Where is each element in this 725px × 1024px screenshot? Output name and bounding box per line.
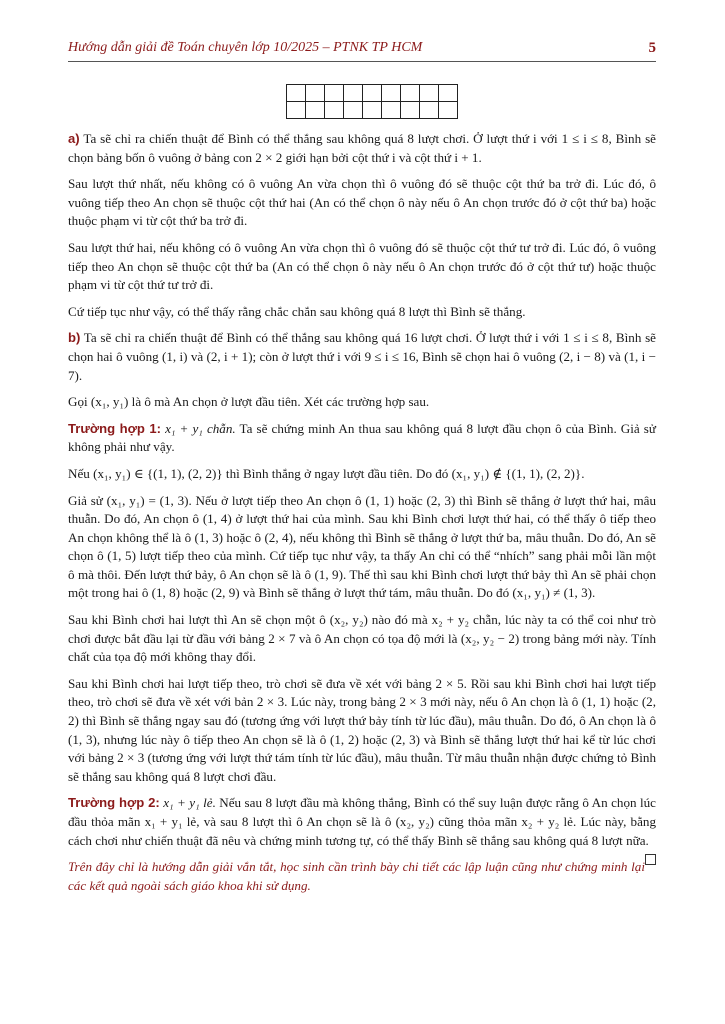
part-b-text: Ta sẽ chỉ ra chiến thuật để Bình có thể thắng sau không quá 16 lượt chơi. Ở lượt thứ i với 1 ≤ i ≤ 8, Bình sẽ chọn hai ô vuông (1, i) và (2, i + 1); còn ở lượt thứ i với 9 ≤ i ≤ 16, Bình sẽ chọn hai ô vuông (2, i − 8) và (1, i − 7). bbox=[68, 330, 656, 383]
board-cell bbox=[306, 85, 325, 102]
board-cell bbox=[325, 102, 344, 119]
page-number: 5 bbox=[648, 40, 656, 56]
part-a-paragraph-4: Cứ tiếp tục như vậy, có thể thấy rằng chắc chắn sau không quá 8 lượt thì Bình sẽ thắng. bbox=[68, 303, 526, 319]
header-rule bbox=[68, 61, 656, 62]
part-a-paragraph-2: Sau lượt thứ nhất, nếu không có ô vuông An vừa chọn thì ô vuông đó sẽ thuộc cột thứ ba trở đi. Lúc đó, ô vuông tiếp theo An chọn sẽ thuộc cột thứ hai (An có thể chọn ô này nếu ô An chọn trước đó ở cột thứ ba) hoặc thuộc phạm vi từ cột thứ ba trở đi. bbox=[68, 176, 656, 229]
board-figure bbox=[286, 84, 458, 119]
part-a-label: a) bbox=[68, 131, 80, 146]
header-title: Hướng dẫn giải đề Toán chuyên lớp 10/2025 – PTNK TP HCM bbox=[68, 40, 423, 55]
board-row bbox=[287, 85, 458, 102]
part-b-paragraph-2: Gọi (x₁, y₁) là ô mà An chọn ở lượt đầu tiên. Xét các trường hợp sau. bbox=[68, 394, 430, 410]
board-cell bbox=[382, 102, 401, 119]
case-2 bbox=[68, 794, 656, 850]
board-cell bbox=[325, 85, 344, 102]
qed-square-icon bbox=[645, 854, 656, 865]
board-cell bbox=[363, 85, 382, 102]
board-cell bbox=[382, 85, 401, 102]
case-1-condition: x₁ + y₁ chẵn. bbox=[161, 420, 236, 436]
footer-note: Trên đây chỉ là hướng dẫn giải vắn tắt, học sinh cần trình bày chi tiết các lập luận cũng như chứng minh lại các kết quả ngoài sách giáo khoa khi sử dụng. bbox=[68, 859, 645, 893]
case-1-label: Trường hợp 1: bbox=[68, 420, 162, 436]
case-2-label: Trường hợp 2: bbox=[68, 795, 160, 811]
case-1-text: Ta sẽ chứng minh An thua sau không quá 8 lượt đầu chọn ô của Bình. Giả sử không phải như vậy. bbox=[68, 420, 656, 455]
board-cell bbox=[439, 85, 458, 102]
case-2-text: Nếu sau 8 lượt đầu mà không thắng, Bình có thể suy luận được rằng ô An chọn lúc đầu thỏa mãn x₁ + y₁ lẻ, và sau 8 lượt thì ô An chọn sẽ là ô (x₂, y₂) cũng thỏa mãn x₂ + y₂ lẻ. Lúc này, bằng cách chơi như chiến thuật đã nêu và chứng minh tương tự, có thể thấy Bình sẽ thắng sau không quá 8 lượt nữa. bbox=[68, 795, 656, 848]
part-a-intro bbox=[68, 130, 656, 167]
solution-content bbox=[68, 130, 656, 903]
board-cell bbox=[420, 102, 439, 119]
board-cell bbox=[344, 102, 363, 119]
case-1 bbox=[68, 420, 656, 457]
part-b-label: b) bbox=[68, 330, 81, 346]
board-cell bbox=[420, 85, 439, 102]
board-row bbox=[287, 102, 458, 119]
board-cell bbox=[439, 102, 458, 119]
part-b-paragraph-3: Nếu (x₁, y₁) ∈ {(1, 1), (2, 2)} thì Bình thắng ở ngay lượt đầu tiên. Do đó (x₁, y₁) ∉ {(1, 1), (2, 2)}. bbox=[68, 465, 585, 481]
board-cell bbox=[287, 85, 306, 102]
part-b-paragraph-6: Sau khi Bình chơi hai lượt tiếp theo, trò chơi sẽ đưa về xét với bảng 2 × 5. Rồi sau khi Bình chơi hai lượt tiếp theo, trò chơi sẽ đưa về xét với bản 2 × 3. Lúc này, trong bảng 2 × 3 mới này, nếu ô An chọn là ô (1, 1) hoặc (2, 2) thì Bình sẽ thắng ngay sau đó (tương ứng với lượt thứ bảy tính từ lúc đầu), mâu thuẫn. Do đó, ô An chọn là ô (1, 3), nhưng lúc này ô tiếp theo An chọn sẽ là ô (1, 2) hoặc (2, 3) và Bình sẽ thắng lượt thứ hai kể từ lúc chơi với bảng 2 × 3 (tương ứng với lượt thứ tám tính từ lúc đầu), mâu thuẫn. Từ mâu thuẫn nhận được chứng tỏ Bình sẽ thắng sau không quá 8 lượt chơi đầu. bbox=[68, 675, 656, 784]
case-2-condition: x₁ + y₁ lẻ. bbox=[159, 795, 216, 811]
board-cell bbox=[306, 102, 325, 119]
board-cell bbox=[401, 85, 420, 102]
board-cell bbox=[287, 102, 306, 119]
part-b-paragraph-5: Sau khi Bình chơi hai lượt thì An sẽ chọn một ô (x₂, y₂) nào đó mà x₂ + y₂ chẵn, lúc này ta có thể coi như trò chơi được bắt đầu lại từ đầu với bảng 2 × 7 và ô An chọn có tọa độ mới là (x₂, y₂ − 2) trong bảng mới này. Tính chất của tọa độ mới không thay đổi. bbox=[68, 612, 656, 665]
part-b-intro bbox=[68, 329, 656, 385]
board-cell bbox=[401, 102, 420, 119]
board-2x9 bbox=[286, 84, 458, 119]
part-a-text: Ta sẽ chỉ ra chiến thuật để Bình có thể thắng sau không quá 8 lượt chơi. Ở lượt thứ i với 1 ≤ i ≤ 8, Bình sẽ chọn bảng bốn ô vuông ở bảng con 2 × 2 giới hạn bởi cột thứ i và cột thứ i + 1. bbox=[68, 131, 656, 165]
page-header bbox=[68, 40, 656, 62]
board-cell bbox=[363, 102, 382, 119]
part-b-paragraph-4: Giả sử (x₁, y₁) = (1, 3). Nếu ở lượt tiếp theo An chọn ô (1, 1) hoặc (2, 3) thì Bình sẽ thắng ở lượt thứ hai, mâu thuẫn. Do đó, An chọn ô (1, 4) ở lượt thứ hai của mình. Sau khi Bình chơi lượt thứ hai, có thể thấy ô tiếp theo An chọn không thể là ô (1, 3) hoặc ô (2, 4), nếu không thì Bình sẽ thắng ở lượt thứ ba, mâu thuẫn. Do đó, An sẽ chọn ô (1, 5) lượt tiếp theo của mình. Cứ tiếp tục như vậy, ta thấy An chỉ có thể “nhích” sang phải mỗi lần một ô mà thôi. Đến lượt thứ bảy, ô An chọn sẽ là ô (1, 9). Thế thì sau khi Bình chơi lượt thứ bảy thì An sẽ phải chọn một trong hai ô (1, 8) hoặc (2, 9) và Bình sẽ thắng ở lượt thứ tám, mâu thuẫn. Do đó (x₁, y₁) ≠ (1, 3). bbox=[68, 492, 656, 601]
board-cell bbox=[344, 85, 363, 102]
part-a-paragraph-3: Sau lượt thứ hai, nếu không có ô vuông An vừa chọn thì ô vuông đó sẽ thuộc cột thứ tư trở đi. Lúc đó, ô vuông tiếp theo An chọn sẽ thuộc cột thứ ba (An có thể chọn ô này nếu ô An chọn trước đó ở cột thứ tư) hoặc thuộc phạm vi từ cột thứ tư trở đi. bbox=[68, 239, 656, 293]
